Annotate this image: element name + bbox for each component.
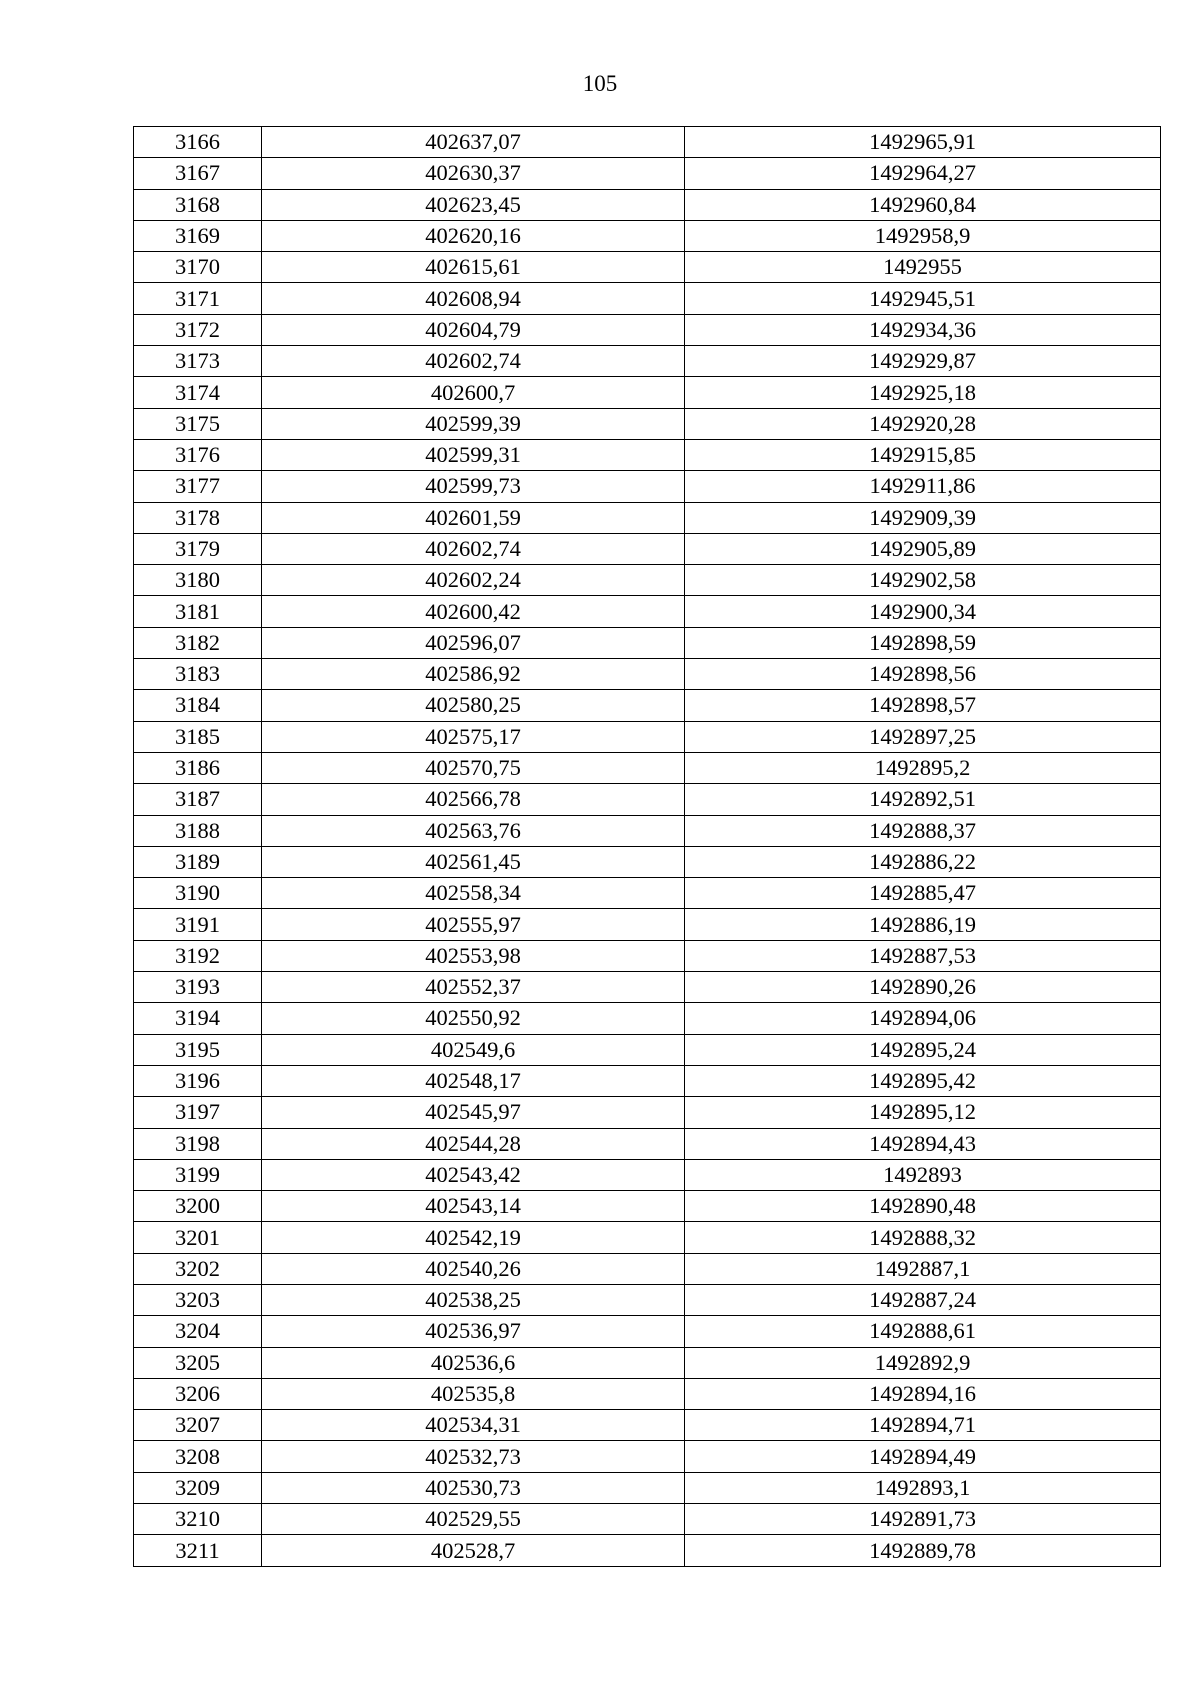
y-coordinate-cell: 1492895,12 [685,1097,1161,1128]
point-number-cell: 3209 [134,1472,262,1503]
x-coordinate-cell: 402608,94 [262,283,685,314]
x-coordinate-cell: 402553,98 [262,940,685,971]
x-coordinate-cell: 402550,92 [262,1003,685,1034]
table-row [134,1472,1161,1503]
y-coordinate-cell: 1492894,16 [685,1378,1161,1409]
y-coordinate-cell: 1492895,42 [685,1065,1161,1096]
y-coordinate-cell: 1492915,85 [685,439,1161,470]
x-coordinate-cell: 402538,25 [262,1284,685,1315]
y-coordinate-cell: 1492892,9 [685,1347,1161,1378]
x-coordinate-cell: 402542,19 [262,1222,685,1253]
x-coordinate-cell: 402555,97 [262,909,685,940]
point-number-cell: 3208 [134,1441,262,1472]
y-coordinate-cell: 1492885,47 [685,878,1161,909]
y-coordinate-cell: 1492889,78 [685,1535,1161,1566]
table-row [134,972,1161,1003]
x-coordinate-cell: 402536,6 [262,1347,685,1378]
x-coordinate-cell: 402602,74 [262,346,685,377]
point-number-cell: 3188 [134,815,262,846]
y-coordinate-cell: 1492888,32 [685,1222,1161,1253]
table-row [134,784,1161,815]
table-row [134,1316,1161,1347]
table-row [134,189,1161,220]
table-row [134,252,1161,283]
x-coordinate-cell: 402543,42 [262,1159,685,1190]
point-number-cell: 3181 [134,596,262,627]
table-row [134,1003,1161,1034]
y-coordinate-cell: 1492887,53 [685,940,1161,971]
y-coordinate-cell: 1492929,87 [685,346,1161,377]
point-number-cell: 3192 [134,940,262,971]
table-row [134,1347,1161,1378]
y-coordinate-cell: 1492888,37 [685,815,1161,846]
y-coordinate-cell: 1492920,28 [685,408,1161,439]
coordinates-table-body [134,127,1161,1567]
table-row [134,1535,1161,1566]
point-number-cell: 3210 [134,1504,262,1535]
point-number-cell: 3203 [134,1284,262,1315]
y-coordinate-cell: 1492925,18 [685,377,1161,408]
x-coordinate-cell: 402536,97 [262,1316,685,1347]
x-coordinate-cell: 402600,7 [262,377,685,408]
table-row [134,627,1161,658]
table-row [134,878,1161,909]
table-row [134,220,1161,251]
y-coordinate-cell: 1492886,19 [685,909,1161,940]
table-row [134,1034,1161,1065]
x-coordinate-cell: 402535,8 [262,1378,685,1409]
x-coordinate-cell: 402600,42 [262,596,685,627]
x-coordinate-cell: 402602,24 [262,565,685,596]
point-number-cell: 3182 [134,627,262,658]
table-row [134,940,1161,971]
x-coordinate-cell: 402558,34 [262,878,685,909]
table-row [134,471,1161,502]
table-row [134,1410,1161,1441]
x-coordinate-cell: 402552,37 [262,972,685,1003]
x-coordinate-cell: 402623,45 [262,189,685,220]
x-coordinate-cell: 402596,07 [262,627,685,658]
y-coordinate-cell: 1492898,59 [685,627,1161,658]
x-coordinate-cell: 402543,14 [262,1191,685,1222]
table-row [134,1441,1161,1472]
table-row [134,314,1161,345]
table-row [134,1065,1161,1096]
y-coordinate-cell: 1492886,22 [685,846,1161,877]
point-number-cell: 3200 [134,1191,262,1222]
y-coordinate-cell: 1492902,58 [685,565,1161,596]
point-number-cell: 3202 [134,1253,262,1284]
y-coordinate-cell: 1492965,91 [685,127,1161,158]
y-coordinate-cell: 1492894,49 [685,1441,1161,1472]
y-coordinate-cell: 1492911,86 [685,471,1161,502]
point-number-cell: 3205 [134,1347,262,1378]
y-coordinate-cell: 1492960,84 [685,189,1161,220]
x-coordinate-cell: 402549,6 [262,1034,685,1065]
point-number-cell: 3172 [134,314,262,345]
x-coordinate-cell: 402540,26 [262,1253,685,1284]
table-row [134,1097,1161,1128]
x-coordinate-cell: 402602,74 [262,533,685,564]
x-coordinate-cell: 402545,97 [262,1097,685,1128]
table-row [134,1128,1161,1159]
page-number: 105 [582,71,618,96]
x-coordinate-cell: 402586,92 [262,659,685,690]
table-row [134,1504,1161,1535]
point-number-cell: 3176 [134,439,262,470]
y-coordinate-cell: 1492898,57 [685,690,1161,721]
table-row [134,408,1161,439]
y-coordinate-cell: 1492897,25 [685,721,1161,752]
point-number-cell: 3190 [134,878,262,909]
table-row [134,596,1161,627]
table-row [134,721,1161,752]
table-row [134,283,1161,314]
y-coordinate-cell: 1492945,51 [685,283,1161,314]
y-coordinate-cell: 1492887,1 [685,1253,1161,1284]
point-number-cell: 3187 [134,784,262,815]
y-coordinate-cell: 1492893,1 [685,1472,1161,1503]
y-coordinate-cell: 1492958,9 [685,220,1161,251]
x-coordinate-cell: 402599,31 [262,439,685,470]
point-number-cell: 3191 [134,909,262,940]
x-coordinate-cell: 402561,45 [262,846,685,877]
point-number-cell: 3198 [134,1128,262,1159]
table-row [134,752,1161,783]
x-coordinate-cell: 402544,28 [262,1128,685,1159]
table-row [134,690,1161,721]
x-coordinate-cell: 402529,55 [262,1504,685,1535]
table-row [134,1159,1161,1190]
x-coordinate-cell: 402534,31 [262,1410,685,1441]
table-row [134,1378,1161,1409]
point-number-cell: 3174 [134,377,262,408]
x-coordinate-cell: 402580,25 [262,690,685,721]
point-number-cell: 3189 [134,846,262,877]
point-number-cell: 3179 [134,533,262,564]
point-number-cell: 3204 [134,1316,262,1347]
y-coordinate-cell: 1492894,71 [685,1410,1161,1441]
table-row [134,377,1161,408]
x-coordinate-cell: 402615,61 [262,252,685,283]
table-row [134,533,1161,564]
point-number-cell: 3196 [134,1065,262,1096]
table-row [134,502,1161,533]
y-coordinate-cell: 1492934,36 [685,314,1161,345]
x-coordinate-cell: 402637,07 [262,127,685,158]
point-number-cell: 3201 [134,1222,262,1253]
point-number-cell: 3199 [134,1159,262,1190]
point-number-cell: 3169 [134,220,262,251]
y-coordinate-cell: 1492964,27 [685,158,1161,189]
table-row [134,127,1161,158]
y-coordinate-cell: 1492892,51 [685,784,1161,815]
point-number-cell: 3180 [134,565,262,596]
point-number-cell: 3167 [134,158,262,189]
point-number-cell: 3183 [134,659,262,690]
x-coordinate-cell: 402528,7 [262,1535,685,1566]
table-row [134,846,1161,877]
x-coordinate-cell: 402566,78 [262,784,685,815]
y-coordinate-cell: 1492890,48 [685,1191,1161,1222]
table-row [134,346,1161,377]
table-row [134,1191,1161,1222]
point-number-cell: 3185 [134,721,262,752]
point-number-cell: 3194 [134,1003,262,1034]
x-coordinate-cell: 402599,39 [262,408,685,439]
y-coordinate-cell: 1492909,39 [685,502,1161,533]
y-coordinate-cell: 1492894,06 [685,1003,1161,1034]
point-number-cell: 3211 [134,1535,262,1566]
x-coordinate-cell: 402563,76 [262,815,685,846]
y-coordinate-cell: 1492898,56 [685,659,1161,690]
table-row [134,659,1161,690]
table-row [134,1284,1161,1315]
y-coordinate-cell: 1492888,61 [685,1316,1161,1347]
point-number-cell: 3178 [134,502,262,533]
y-coordinate-cell: 1492890,26 [685,972,1161,1003]
x-coordinate-cell: 402532,73 [262,1441,685,1472]
point-number-cell: 3184 [134,690,262,721]
x-coordinate-cell: 402548,17 [262,1065,685,1096]
x-coordinate-cell: 402604,79 [262,314,685,345]
point-number-cell: 3177 [134,471,262,502]
y-coordinate-cell: 1492955 [685,252,1161,283]
y-coordinate-cell: 1492887,24 [685,1284,1161,1315]
x-coordinate-cell: 402620,16 [262,220,685,251]
point-number-cell: 3195 [134,1034,262,1065]
table-row [134,815,1161,846]
table-row [134,1253,1161,1284]
point-number-cell: 3166 [134,127,262,158]
y-coordinate-cell: 1492900,34 [685,596,1161,627]
coordinates-table [133,126,1161,1567]
table-row [134,565,1161,596]
point-number-cell: 3207 [134,1410,262,1441]
point-number-cell: 3206 [134,1378,262,1409]
point-number-cell: 3193 [134,972,262,1003]
table-row [134,1222,1161,1253]
point-number-cell: 3168 [134,189,262,220]
table-row [134,158,1161,189]
y-coordinate-cell: 1492895,2 [685,752,1161,783]
y-coordinate-cell: 1492891,73 [685,1504,1161,1535]
table-row [134,909,1161,940]
x-coordinate-cell: 402599,73 [262,471,685,502]
x-coordinate-cell: 402570,75 [262,752,685,783]
x-coordinate-cell: 402575,17 [262,721,685,752]
point-number-cell: 3175 [134,408,262,439]
point-number-cell: 3186 [134,752,262,783]
y-coordinate-cell: 1492895,24 [685,1034,1161,1065]
point-number-cell: 3173 [134,346,262,377]
y-coordinate-cell: 1492905,89 [685,533,1161,564]
y-coordinate-cell: 1492893 [685,1159,1161,1190]
x-coordinate-cell: 402630,37 [262,158,685,189]
x-coordinate-cell: 402601,59 [262,502,685,533]
table-row [134,439,1161,470]
point-number-cell: 3170 [134,252,262,283]
y-coordinate-cell: 1492894,43 [685,1128,1161,1159]
x-coordinate-cell: 402530,73 [262,1472,685,1503]
point-number-cell: 3197 [134,1097,262,1128]
point-number-cell: 3171 [134,283,262,314]
